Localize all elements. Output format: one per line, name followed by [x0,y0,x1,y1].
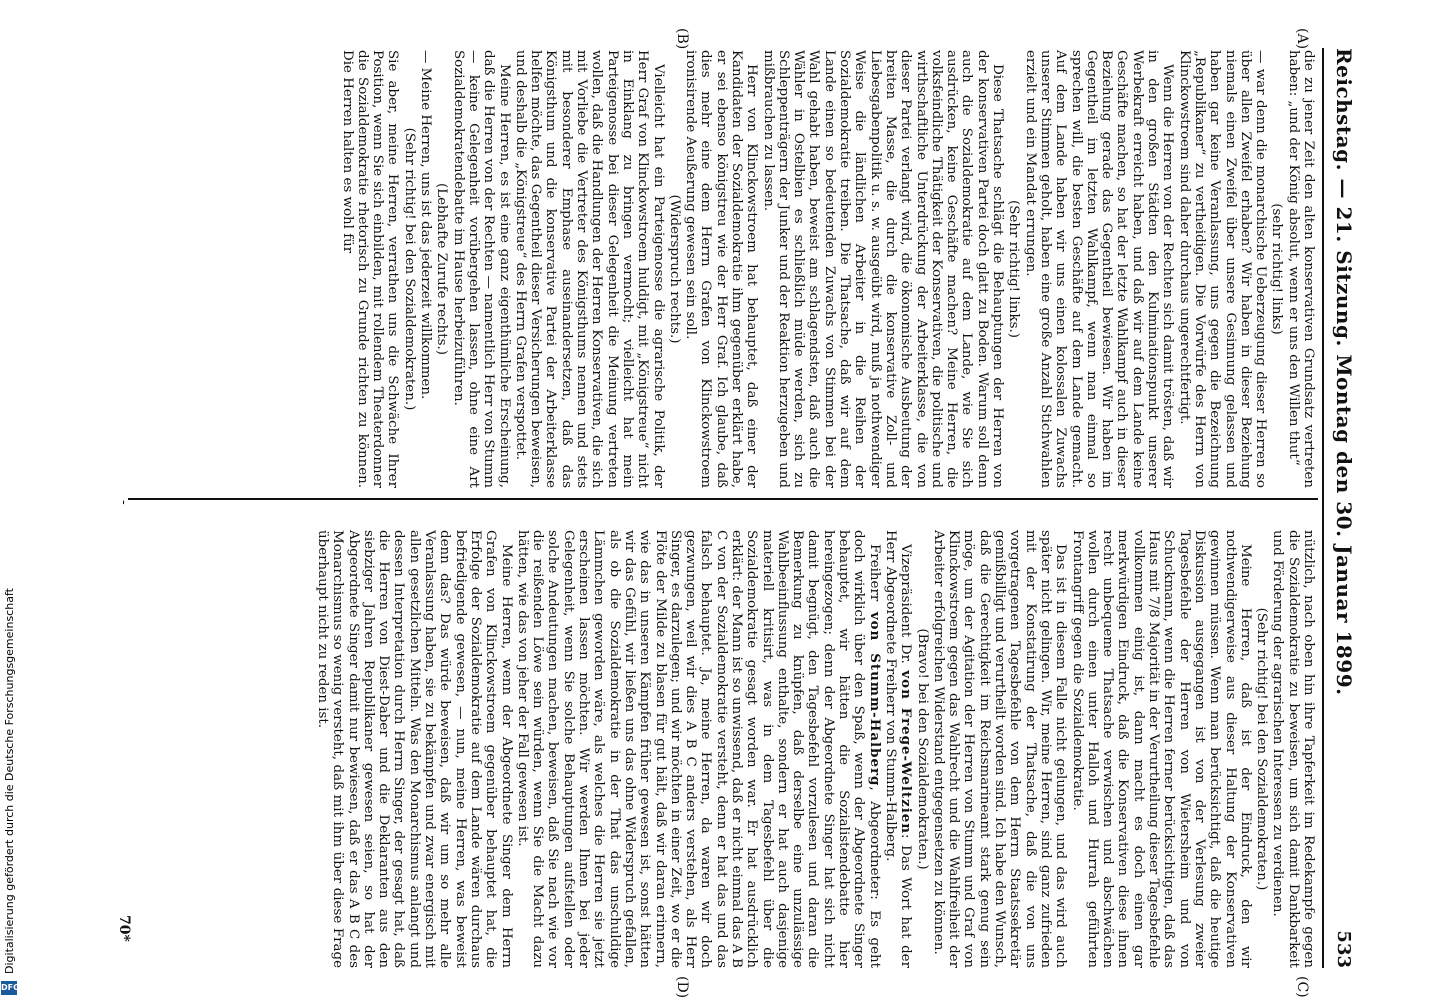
body-paragraph: — Meine Herren, uns ist das jederzeit willkommen. [418,50,434,400]
speech-text: : Das Wort hat der Herr Abgeordnete Freiherr von Stumm-Halberg. [882,530,914,968]
left-column [136,50,1316,488]
page-number: 533 [1333,930,1355,968]
body-paragraph: Herr von Klinckowstroem hat behauptet, daß einer der Kandidaten der Sozialdemokratie ihm gegenüber erklärt habe, er sei ebenso königstreu wie der Herr Graf. Ich glaube, daß dies mehr eine dem Herrn Grafen von Klinckowstroem ironisirende Aeußerung gewesen sein soll. [683,50,760,488]
interjection: (Sehr richtig! bei den Sozialdemokraten.) [1254,607,1270,891]
speaker-role: Freiherr [866,544,882,612]
column-divider [128,498,1318,500]
page-title: Reichstag. — 21. Sitzung. Montag den 30. Januar 1899. [1332,48,1356,696]
footer-mark: - [116,500,132,505]
body-paragraph: — war denn die monarchische Ueberzeugung dieser Herren so über allen Zweifel erhaben? Wir haben in dieser Beziehung niemals einen Zweifel über unsere Gesinnung gelassen und haben gar keine Veranlassung, uns gegen die Bezeichnung „Republikaner“ zu vertheidigen. Die Vorwürfe des Herrn von Klinckowstroem sind daher durchaus ungerechtfertigt. [1176,50,1269,488]
speaker-paragraph [883,530,914,968]
interjection: (Bravo! bei den Sozialdemokraten.) [914,628,930,870]
body-paragraph: nützlich, nach oben hin ihre Tapferkeit im Redekampfe gegen die Sozialdemokratie zu beweisen, um sich damit Dankbarkeit und Förderung der agrarischen Interessen zu verdienen. [1270,530,1316,968]
dfg-logo-icon: DFG [1,981,17,995]
body-paragraph: Diese Thatsache schlägt die Behauptungen der Herren von der konservativen Partei doch glatt zu Boden. Warum soll denn auch die Sozialdemokratie auf dem Lande, wie Sie sich ausdrücken, keine Geschäfte machen? Meine Herren, die volksfeindliche Thätigkeit der Konservativen, die politische und wirthschaftliche Unterdrückung der Arbeiterklasse, die von dieser Partei verlangt wird, die ökonomische Ausbeutung der breiten Masse, die durch die konservative Zoll- und Liebesgabenpolitik u. s. w. ausgeübt wird, muß ja nothwendiger Weise die ländlichen Arbeiter in die Reihen der Sozialdemokratie treiben. Die Thatsache, daß wir auf dem Lande einen so bedeutenden Zuwachs von Stimmen bei der Wahl gehabt haben, beweist am schlagendsten, daß auch die Wähler in Ostelbien es schließlich müde werden, sich zu Schleppenträgern der Junker und der Reaktion herzugeben und mißbrauchen zu lassen. [760,50,1006,488]
speaker-name: von Frege-Weltzien [898,670,915,835]
body-paragraph: Wenn die Herren von der Rechten sich damit trösten, daß wir in den großen Städten den Kulminationspunkt unserer Werbekraft erreicht haben, und daß wir auf dem Lande keine Geschäfte machen, so hat der letzte Wahlkampf auch in dieser Beziehung gerade das Gegentheil bewiesen. Wir haben im Gegentheil im letzten Wahlkampf, wenn man einmal so sprechen will, die besten Geschäfte auf dem Lande gemacht. Auf dem Lande haben wir uns einen kolossalen Zuwachs unserer Stimmen geholt, haben eine große Anzahl Stichwahlen erzielt und ein Mandat errungen. [1022,50,1176,488]
speech-text: , Abgeordneter: Es geht doch wirklich über den Spaß, wenn der Abgeordnete Singer behauptet, wir hätten die Sozialistendebatte hier hereingezogen; denn der Abgeordnete Singer hat sich nicht damit begnügt, den Tagesbefehl vorzulesen und daran die Bemerkung zu knüpfen, daß derselbe eine unzulässige Wahlbeeinflussung enthalte, sondern er hat auch dasjenige materiell kritisirt, was in dem Tagesbefehl über die Sozialdemokratie gesagt worden war. Er hat ausdrücklich erklärt: der Mann ist so unwissend, daß er nicht einmal das A B C von der Sozialdemokratie versteht, denn er hat das und das falsch behauptet. Ja, meine Herren, da waren wir doch gezwungen, weil wir dies A B C anders verstehen, als Herr Singer, es darzulegen; und wir möchten in einer Zeit, wo er die Flöte der Milde zu blasen für gut hält, daß wir daran erinnern, wie das in unseren Kämpfen früher gewesen ist, sonst hätten wir das Gefühl, wir ließen uns das ohne Widerspruch gefallen, als ob die Sozialdemokratie in der That das unschuldige Lämmchen geworden wäre, als welches die Herren sie jetzt erscheinen lassen möchten. Wir werden Ihnen bei jeder Gelegenheit, wenn Sie solche Behauptungen aufstellen oder solche Andeutungen machen, beweisen, daß Sie nach wie vor die reißenden Löwe sein würden, wenn Sie die Macht dazu hätten, wie das von jeher der Fall gewesen ist. [514,530,882,968]
header-rule [1322,48,1324,968]
body-paragraph: Vielleicht hat ein Parteigenosse die agrarische Politik, der Herr Graf von Klinckowstroem huldigt, mit „Königstreue“ nicht in Einklang zu bringen vermocht; vielleicht hat mein Parteigenosse bei dieser Gelegenheit die Meinung vertreten wollen, daß die Handlungen der Herren Konservativen, die sich mit Vorliebe die Vertreter des Königsthums nennen und stets mit besonderer Emphase auseinandersetzen, daß das Königsthum und die konservative Partei der Arbeiterklasse helfen möchte, das Gegentheil dieser Versicherungen beweisen, und deshalb die „Königstreue“ des Herrn Grafen verspottet. [512,50,666,488]
body-paragraph: Sie aber, meine Herren, verrathen uns die Schwäche Ihrer Position, wenn Sie sich einbilden, mit rollendem Theaterdonner die Sozialdemokratie rhetorisch zu Grunde richten zu können. Die Herren halten es wohl für [339,50,401,488]
margin-marker-a: (A) [1294,28,1310,50]
document-page [80,0,1370,1000]
body-paragraph: Das ist in diesem Falle nicht gelungen, und das wird auch später nicht gelingen. Wir, meine Herren, sind ganz zufrieden mit der Konstatirung der Thatsache, daß die von uns vorgetragenen Tagesbefehle von dem Herrn Staatssekretär gemißbilligt und verurtheilt worden sind. Ich habe den Wunsch, daß die Gerechtigkeit im Reichsmarineamt stark genug sein möge, um der Agitation der Herren von Stumm und Graf von Klinckowstroem gegen das Wahlrecht und die Wahlfreiheit der Arbeiter erfolgreichen Widerstand entgegensetzen zu können. [930,530,1069,968]
margin-marker-b: (B) [674,28,690,50]
body-paragraph: die zu jener Zeit den alten konservativen Grundsatz vertreten haben: „und der König absolut, wenn er uns den Willen thut“ [1285,50,1316,488]
body-paragraph: Meine Herren, daß ist der Eindruck, den wir nothwendigerweise aus dieser Haltung der Konservativen gewinnen müssen. Wenn man berücksichtigt, daß die heutige Diskussion ausgegangen ist von der Verlesung zweier Tagesbefehle der Herren von Wietersheim und von Schuckmann, wenn die Herren ferner berücksichtigen, daß das Haus mit 7/8 Majorität in der Verurtheilung dieser Tagesbefehle vollkommen einig ist, dann macht es doch einen gar merkwürdigen Eindruck, daß die Konservativen diese ihnen recht unbequeme Thatsache verwischen und abschwächen wollen durch einen unter Halloh und Hurrah geführten Frontangriff gegen die Sozialdemokratie. [1069,530,1253,968]
interjection: (Widerspruch rechts.) [666,194,682,344]
speaker-role: Vizepräsident Dr. [898,544,914,671]
speaker-name: von Stumm-Halberg [866,611,883,787]
body-paragraph: Meine Herren, wenn der Abgeordnete Singer dem Herrn Grafen von Klinckowstroem gegenüber behauptet hat, die Erfolge der Sozialdemokratie auf dem Lande wären durchaus befriedigende gewesen, — nun, meine Herren, was beweist denn das? Das würde beweisen, daß wir um so mehr alle Veranlassung haben, sie zu bekämpfen und zwar energisch mit allen gesetzlichen Mitteln. Was den Monarchismus anlangt und dessen Interpretation durch Herrn Singer, der gesagt hat, daß die Herren von Diest-Daber und die Deklaranten aus den siebziger Jahren Republikaner gewesen seien, so hat der Abgeordnete Singer damit nur bewiesen, daß er das A B C des Monarchismus so wenig versteht, daß mit ihm über diese Frage überhaupt nicht zu reden ist. [315,530,514,968]
margin-marker-d: (D) [674,976,690,999]
interjection: (Sehr richtig! links.) [1006,200,1022,338]
credit-text: Digitalisierung gefördert durch die Deutsche Forschungsgemeinschaft [2,588,16,974]
page-header [1326,48,1362,968]
interjection: (Sehr richtig! bei den Sozialdemokraten.) [401,127,417,411]
margin-marker-c: (C) [1294,976,1310,998]
right-column [136,530,1316,968]
interjection: (Lebhafte Zurufe rechts.) [434,182,450,355]
signature-mark: 70* [116,915,132,942]
speaker-paragraph [515,530,882,968]
interjection: (sehr richtig! links) [1269,203,1285,335]
digitization-credit [2,0,22,1000]
body-paragraph: Meine Herren, es ist eine ganz eigenthümliche Erscheinung, daß die Herren von der Rechten — namentlich Herr von Stumm — keine Gelegenheit vorübergehen lassen, ohne eine Art Sozialdemokratendebatte im Hause herbeizuführen. [450,50,512,488]
